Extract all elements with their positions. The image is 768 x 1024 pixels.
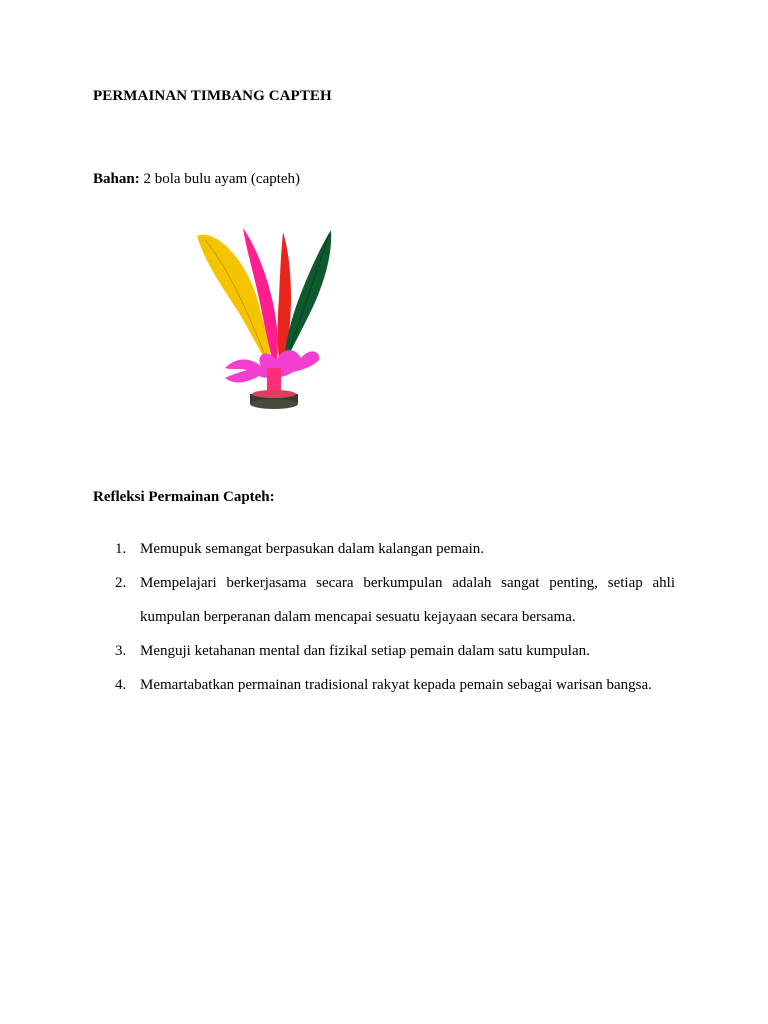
list-item-text: Memartabatkan permainan tradisional rakyat kepada pemain sebagai warisan bangsa.: [140, 677, 652, 693]
list-item-number: 3.: [115, 643, 127, 659]
materials-text: 2 bola bulu ayam (capteh): [139, 171, 301, 187]
page-title: PERMAINAN TIMBANG CAPTEH: [93, 88, 332, 104]
list-item: [93, 668, 675, 702]
list-item-text: Memupuk semangat berpasukan dalam kalangan pemain.: [140, 541, 485, 557]
list-item-text: Mempelajari berkerjasama secara berkumpulan adalah sangat penting, setiap ahli kumpulan berperanan dalam mencapai sesuatu kejayaan secara bersama.: [140, 575, 675, 625]
capteh-shuttlecock-icon: [185, 218, 345, 418]
reflection-heading: Refleksi Permainan Capteh:: [93, 489, 275, 505]
list-item: [93, 532, 675, 566]
reflection-list: [93, 532, 675, 702]
materials-line: [93, 171, 300, 188]
materials-label: Bahan:: [93, 171, 140, 187]
list-item: [93, 634, 675, 668]
list-item-number: 4.: [115, 677, 127, 693]
list-item-number: 1.: [115, 541, 127, 557]
list-item-text: Menguji ketahanan mental dan fizikal setiap pemain dalam satu kumpulan.: [140, 643, 590, 659]
list-item-number: 2.: [115, 575, 127, 591]
list-item: [93, 566, 675, 634]
